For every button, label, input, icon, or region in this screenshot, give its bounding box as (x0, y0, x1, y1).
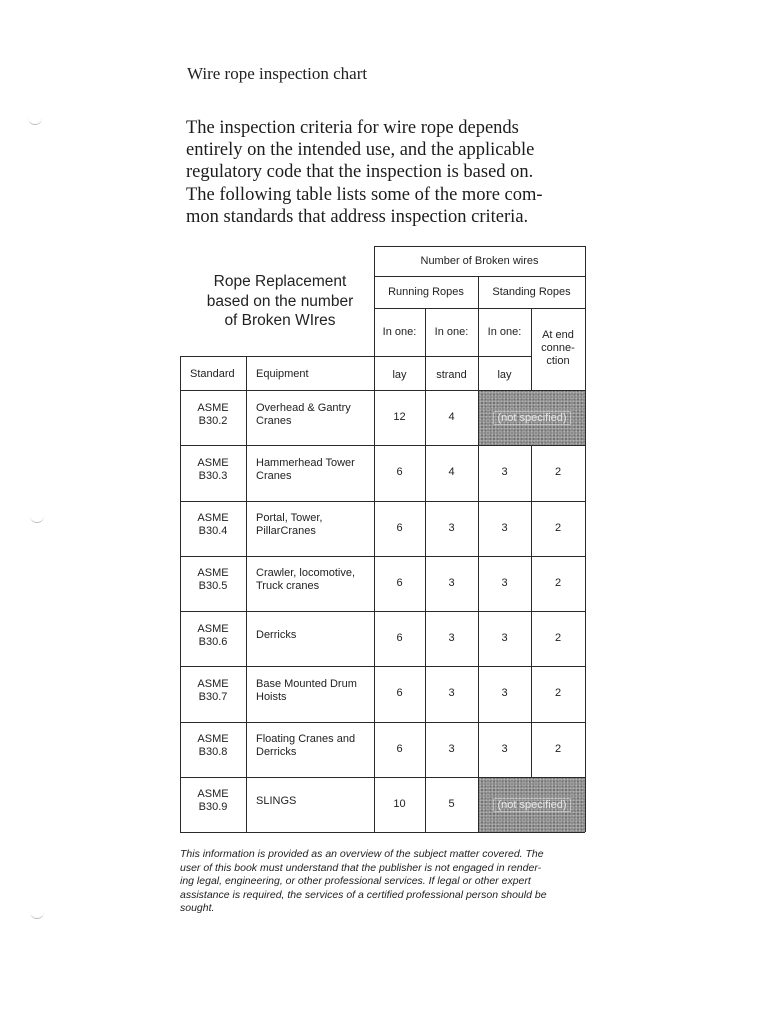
equipment-cell-line: SLINGS (256, 794, 297, 807)
standing-lay-cell: 3 (501, 687, 508, 700)
footnote-line: user of this book must understand that the publisher is not engaged in render- (180, 861, 542, 874)
equipment-cell (256, 390, 370, 439)
header-standard: Standard (190, 367, 235, 380)
header-in-one-strand-running: In one: (434, 325, 469, 338)
standard-cell-line: B30.9 (198, 801, 228, 814)
equipment-cell-line: Hammerhead Tower (256, 456, 355, 469)
at-end-line: ction (546, 354, 570, 367)
equipment-cell (256, 445, 370, 494)
table-title-line: based on the number (206, 292, 354, 310)
header-in-one-lay-standing: In one: (487, 325, 522, 338)
footnote-line: This information is provided as an overview of the subject matter covered. The (180, 848, 544, 860)
table-gridline (246, 356, 247, 832)
standard-cell-line: B30.2 (198, 414, 228, 427)
disclaimer-footnote (180, 848, 590, 916)
equipment-cell (256, 666, 370, 715)
table-gridline (180, 356, 181, 832)
header-in-one-lay-running: In one: (382, 325, 417, 338)
scan-mark (30, 516, 44, 523)
running-strand-cell: 3 (448, 521, 455, 534)
not-specified-cell (479, 778, 585, 832)
header-equipment: Equipment (256, 367, 309, 380)
equipment-cell-line: Overhead & Gantry (256, 401, 351, 414)
equipment-cell-line: Derricks (256, 629, 297, 642)
standing-end-cell: 2 (554, 576, 562, 589)
running-strand-cell: 3 (448, 687, 455, 700)
standard-cell (182, 611, 244, 660)
standing-end-cell: 2 (554, 742, 562, 755)
standard-cell-line: B30.8 (198, 746, 228, 759)
standard-cell (182, 777, 244, 826)
standard-cell-line: B30.4 (198, 525, 228, 538)
table-gridline (180, 832, 585, 833)
header-standing-ropes: Standing Ropes (492, 285, 571, 298)
equipment-cell-line: Cranes (256, 414, 292, 427)
standing-lay-cell: 3 (501, 576, 508, 589)
standard-cell (182, 445, 244, 494)
header-sub-lay-running: lay (392, 368, 407, 381)
standard-cell-line: ASME (197, 622, 229, 635)
header-sub-lay-standing: lay (497, 368, 512, 381)
standard-cell (182, 390, 244, 439)
standard-cell-line: ASME (197, 456, 229, 469)
running-lay-cell: 6 (396, 466, 403, 479)
running-strand-cell: 4 (448, 466, 455, 479)
running-strand-cell: 4 (448, 411, 455, 424)
equipment-cell-line: Base Mounted Drum (256, 677, 357, 690)
footnote-line: sought. (180, 902, 215, 914)
standard-cell-line: B30.3 (198, 469, 228, 482)
intro-line: The following table lists some of the more com- (186, 184, 543, 205)
page-heading: Wire rope inspection chart (187, 64, 368, 83)
footnote-line: assistance is required, the services of a certified professional person should be (180, 888, 547, 901)
standing-end-cell: 2 (554, 521, 562, 534)
equipment-cell (256, 611, 370, 660)
intro-line: mon standards that address inspection criteria. (186, 206, 529, 227)
running-strand-cell: 3 (448, 632, 455, 645)
table-gridline (585, 246, 586, 832)
equipment-cell-line: Hoists (256, 690, 287, 703)
table-title (190, 272, 370, 331)
intro-line: regulatory code that the inspection is based on. (186, 162, 534, 183)
standard-cell (182, 501, 244, 550)
equipment-cell-line: PillarCranes (256, 525, 316, 538)
running-lay-cell: 6 (396, 521, 403, 534)
footnote-line: ing legal, engineering, or other professional services. If legal or other expert (180, 875, 531, 887)
scan-mark (28, 118, 42, 125)
intro-paragraph (186, 117, 596, 228)
standard-cell (182, 666, 244, 715)
equipment-cell-line: Portal, Tower, (256, 512, 323, 525)
equipment-cell-line: Cranes (256, 469, 292, 482)
equipment-cell-line: Truck cranes (256, 580, 320, 593)
standing-lay-cell: 3 (501, 632, 508, 645)
standing-lay-cell: 3 (501, 742, 508, 755)
standard-cell-line: ASME (197, 512, 229, 525)
standard-cell-line: ASME (197, 401, 229, 414)
header-running-ropes: Running Ropes (388, 285, 464, 298)
equipment-cell (256, 556, 370, 605)
intro-line: The inspection criteria for wire rope depends (186, 118, 519, 138)
running-lay-cell: 6 (396, 632, 403, 645)
equipment-cell-line: Crawler, locomotive, (256, 567, 356, 580)
scan-mark (30, 912, 44, 919)
standard-cell-line: B30.5 (198, 580, 228, 593)
at-end-line: At end (542, 328, 574, 341)
table-title-line: Rope Replacement (213, 273, 347, 290)
standard-cell-line: ASME (197, 788, 229, 801)
equipment-cell (256, 501, 370, 550)
running-strand-cell: 3 (448, 742, 455, 755)
header-sub-strand: strand (436, 368, 467, 381)
group-header-broken-wires: Number of Broken wires (420, 254, 539, 267)
standard-cell-line: ASME (197, 733, 229, 746)
running-lay-cell: 6 (396, 687, 403, 700)
standard-cell (182, 556, 244, 605)
running-lay-cell: 12 (393, 411, 406, 424)
running-lay-cell: 10 (393, 797, 406, 810)
running-lay-cell: 6 (396, 576, 403, 589)
standing-end-cell: 2 (554, 687, 562, 700)
running-strand-cell: 5 (448, 797, 455, 810)
standard-cell-line: ASME (197, 677, 229, 690)
standing-end-cell: 2 (554, 632, 562, 645)
equipment-cell (256, 722, 370, 771)
standard-cell-line: ASME (197, 567, 229, 580)
standing-lay-cell: 3 (501, 521, 508, 534)
standing-end-cell: 2 (554, 466, 562, 479)
header-at-end-connection (531, 308, 585, 388)
standard-cell-line: B30.6 (198, 635, 228, 648)
intro-line: entirely on the intended use, and the applicable (186, 140, 535, 161)
at-end-line: conne- (541, 341, 575, 354)
equipment-cell-line: Derricks (256, 746, 297, 759)
equipment-cell-line: Floating Cranes and (256, 733, 356, 746)
equipment-cell (256, 777, 370, 826)
standard-cell-line: B30.7 (198, 690, 228, 703)
running-lay-cell: 6 (396, 742, 403, 755)
not-specified-cell (479, 391, 585, 445)
table-title-line: of Broken WIres (224, 312, 336, 329)
not-specified-label: (not specified) (493, 411, 570, 425)
standing-lay-cell: 3 (501, 466, 508, 479)
standard-cell (182, 722, 244, 771)
running-strand-cell: 3 (448, 576, 455, 589)
not-specified-label: (not specified) (493, 798, 570, 812)
